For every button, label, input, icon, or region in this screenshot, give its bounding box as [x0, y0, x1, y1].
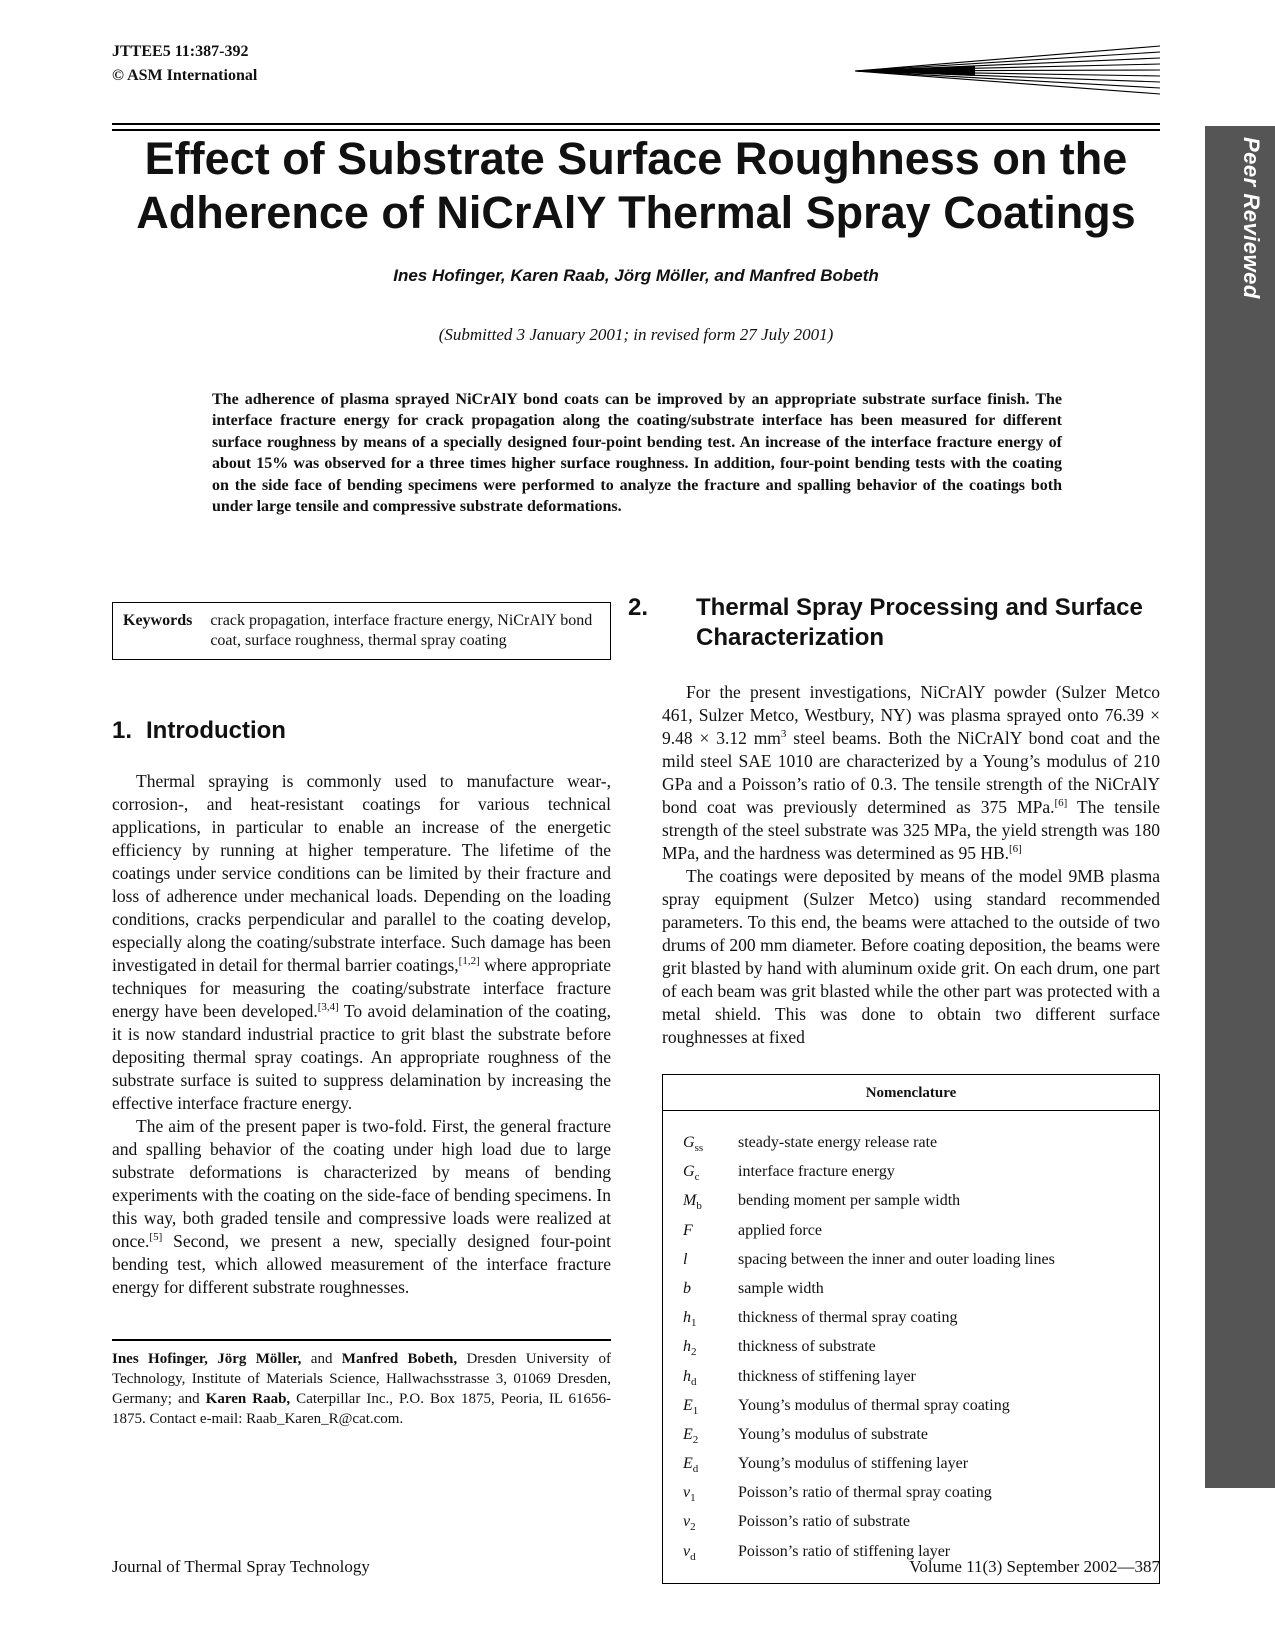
- intro-paragraph-2: The aim of the present paper is two-fold. First, the general fracture and spalling behavior of the coating under high load due to large substrate deformations is characterized by means of bending experiments with the coating on the side-face of bending specimens. In this way, both graded tensile and compressive loads were realized at once.[5] Second, we present a new, specially designed four-point bending test, which allowed measurement of the interface fracture energy for different substrate roughnesses.: [112, 1116, 611, 1297]
- citation-ref[interactable]: [6]: [1009, 843, 1022, 856]
- citation-ref[interactable]: [5]: [149, 1231, 163, 1244]
- nomenclature-row: [663, 1219, 1159, 1248]
- nomenclature-row: [663, 1335, 1159, 1364]
- nomenclature-symbol: $\nu_d$: [683, 1542, 696, 1563]
- section-1-title: Introduction: [146, 717, 286, 744]
- abstract: The adherence of plasma sprayed NiCrAlY bond coats can be improved by an appropriate substrate surface finish. The interface fracture energy for crack propagation along the coating/substrate interface has been measured for different surface roughness by means of a specially designed four-point bending test. An increase of the interface fracture energy of about 15% was observed for a three times higher surface roughness. In addition, four-point bending tests with the coating on the side face of bending specimens were performed to analyze the fracture and spalling behavior of the coatings both under large tensile and compressive substrate deformations.: [212, 391, 1062, 516]
- nomenclature-description: Young’s modulus of substrate: [738, 1425, 928, 1443]
- nomenclature-row: [663, 1481, 1159, 1510]
- nomenclature-box: [662, 1074, 1160, 1584]
- keywords-box: [112, 602, 611, 660]
- peer-reviewed-sidebar: [1205, 126, 1275, 1488]
- nomenclature-description: Young’s modulus of thermal spray coating: [738, 1396, 1010, 1414]
- section-1-number: 1.: [112, 717, 133, 744]
- nomenclature-row: [663, 1510, 1159, 1539]
- section-1-heading: [112, 716, 611, 746]
- nomenclature-description: bending moment per sample width: [738, 1192, 961, 1210]
- paper-title: [112, 132, 1160, 240]
- nomenclature-symbol: $E_d$: [683, 1455, 699, 1476]
- nomenclature-description: Poisson’s ratio of substrate: [738, 1513, 910, 1531]
- citation-ref[interactable]: [3,4]: [317, 1001, 339, 1014]
- nomenclature-row: [663, 1423, 1159, 1452]
- nomenclature-description: Poisson’s ratio of stiffening layer: [738, 1542, 951, 1560]
- citation-ref[interactable]: [1,2]: [458, 955, 480, 968]
- nomenclature-description: Poisson’s ratio of thermal spray coating: [738, 1484, 992, 1502]
- nomenclature-row: [663, 1160, 1159, 1189]
- nomenclature-description: thickness of stiffening layer: [738, 1367, 916, 1385]
- nomenclature-row: [663, 1277, 1159, 1306]
- nomenclature-title: Nomenclature: [663, 1085, 1159, 1111]
- nomenclature-row: [663, 1452, 1159, 1481]
- nomenclature-list: [663, 1131, 1159, 1569]
- section-2-heading: [628, 593, 1160, 653]
- nomenclature-description: thickness of substrate: [738, 1338, 876, 1356]
- processing-paragraph-1: For the present investigations, NiCrAlY powder (Sulzer Metco 461, Sulzer Metco, Westbury, NY) was plasma sprayed onto 76.39 × 9.48 × 3.12 $mm^3$ steel beams. Both the NiCrAlY bond coat and the mild steel SAE 1010 are characterized by a Young’s modulus of 210 GPa and a Poisson’s ratio of 0.3. The tensile strength of the NiCrAlY bond coat was previously determined as 375 MPa.[6] The tensile strength of the steel substrate was 325 MPa, the yield strength was 180 MPa, and the hardness was determined as 95 HB.[6]: [662, 682, 1160, 863]
- nomenclature-symbol: $h_2$: [683, 1338, 697, 1359]
- author-list: Ines Hofinger, Karen Raab, Jörg Möller, and Manfred Bobeth: [393, 266, 879, 285]
- nomenclature-description: interface fracture energy: [738, 1163, 895, 1181]
- copyright-line: © ASM International: [112, 67, 258, 84]
- nomenclature-description: Young’s modulus of stiffening layer: [738, 1455, 969, 1473]
- footer-volume-page: Volume 11(3) September 2002—387: [909, 1557, 1160, 1576]
- section-2-number: 2.: [628, 594, 649, 621]
- title-line-2: Adherence of NiCrAlY Thermal Spray Coatings: [136, 187, 1136, 238]
- nomenclature-row: [663, 1189, 1159, 1218]
- nomenclature-symbol: $h_d$: [683, 1367, 697, 1388]
- nomenclature-symbol: b: [683, 1279, 691, 1297]
- header-rule-bottom: [112, 129, 1160, 131]
- processing-paragraph-2: The coatings were deposited by means of the model 9MB plasma spray equipment (Sulzer Metco) using standard recommended parameters. To this end, the beams were attached to the outside of two drums of 200 mm diameter. Before coating deposition, the beams were grit blasted by hand with aluminum oxide grit. On each drum, one part of each beam was grit blasted while the other part was protected with a metal shield. This was done to obtain two different surface roughnesses at fixed: [662, 866, 1160, 1047]
- footnote-divider: [112, 1339, 611, 1341]
- nomenclature-description: steady-state energy release rate: [738, 1134, 938, 1151]
- citation-ref[interactable]: [6]: [1054, 797, 1068, 810]
- left-column: [112, 602, 611, 1429]
- submission-dates: (Submitted 3 January 2001; in revised form 27 July 2001): [438, 325, 834, 344]
- nomenclature-row: [663, 1248, 1159, 1277]
- journal-logo-icon: [855, 44, 1160, 100]
- nomenclature-symbol: F: [683, 1221, 693, 1239]
- nomenclature-symbol: $G_c$: [683, 1163, 700, 1184]
- nomenclature-row: [663, 1394, 1159, 1423]
- intro-paragraph-1: Thermal spraying is commonly used to manufacture wear-, corrosion-, and heat-resistant coatings for various technical applications, in particular to enable an increase of the energetic efficiency by running at higher temperature. The lifetime of the coatings under service conditions can be limited by their fracture and loss of adherence under mechanical loads. Depending on the loading conditions, cracks perpendicular and parallel to the coating develop, especially along the coating/substrate interface. Such damage has been investigated in detail for thermal barrier coatings,[1,2] where appropriate techniques for measuring the coating/substrate interface fracture energy have been developed.[3,4] To avoid delamination of the coating, it is now standard industrial practice to grit blast the substrate before depositing thermal spray coatings. An appropriate roughness of the substrate surface is suited to suppress delamination by increasing the effective interface fracture energy.: [112, 771, 611, 1113]
- title-line-1: Effect of Substrate Surface Roughness on the: [144, 133, 1128, 184]
- nomenclature-symbol: $E_1$: [683, 1396, 699, 1417]
- nomenclature-symbol: $\nu_1$: [683, 1484, 696, 1505]
- right-column: [628, 593, 1160, 1584]
- journal-code: JTTEE5 11:387-392: [112, 43, 249, 60]
- nomenclature-row: [663, 1131, 1159, 1160]
- journal-header: [112, 40, 257, 88]
- nomenclature-symbol: $h_1$: [683, 1309, 697, 1330]
- nomenclature-row: [663, 1365, 1159, 1394]
- footer-journal-name: Journal of Thermal Spray Technology: [112, 1557, 370, 1576]
- nomenclature-symbol: $M_b$: [683, 1192, 702, 1213]
- nomenclature-description: thickness of thermal spray coating: [738, 1309, 958, 1327]
- nomenclature-symbol: l: [683, 1250, 688, 1268]
- nomenclature-description: spacing between the inner and outer loading lines: [738, 1250, 1055, 1268]
- nomenclature-symbol: $\nu_2$: [683, 1513, 696, 1534]
- nomenclature-symbol: $E_2$: [683, 1425, 699, 1447]
- keywords-label: Keywords: [123, 612, 193, 629]
- section-2-title: Thermal Spray Processing and Surface Characterization: [696, 594, 1143, 651]
- nomenclature-description: applied force: [738, 1221, 822, 1239]
- peer-reviewed-label: Peer Reviewed: [1239, 137, 1264, 299]
- author-affiliation-footnote: Ines Hofinger, Jörg Möller, and Manfred Bobeth, Dresden University of Technology, Institute of Materials Science, Hallwachsstrasse 3, 01069 Dresden, Germany; and Karen Raab, Caterpillar Inc., P.O. Box 1875, Peoria, IL 61656-1875. Contact e-mail: Raab_Karen_R@cat.com.: [112, 1351, 611, 1427]
- nomenclature-symbol: $G_{ss}$: [683, 1134, 704, 1155]
- nomenclature-description: sample width: [738, 1279, 824, 1297]
- header-rule-top: [112, 123, 1160, 125]
- nomenclature-row: [663, 1306, 1159, 1335]
- keywords-text: crack propagation, interface fracture energy, NiCrAlY bond coat, surface roughness, thermal spray coating: [210, 612, 593, 649]
